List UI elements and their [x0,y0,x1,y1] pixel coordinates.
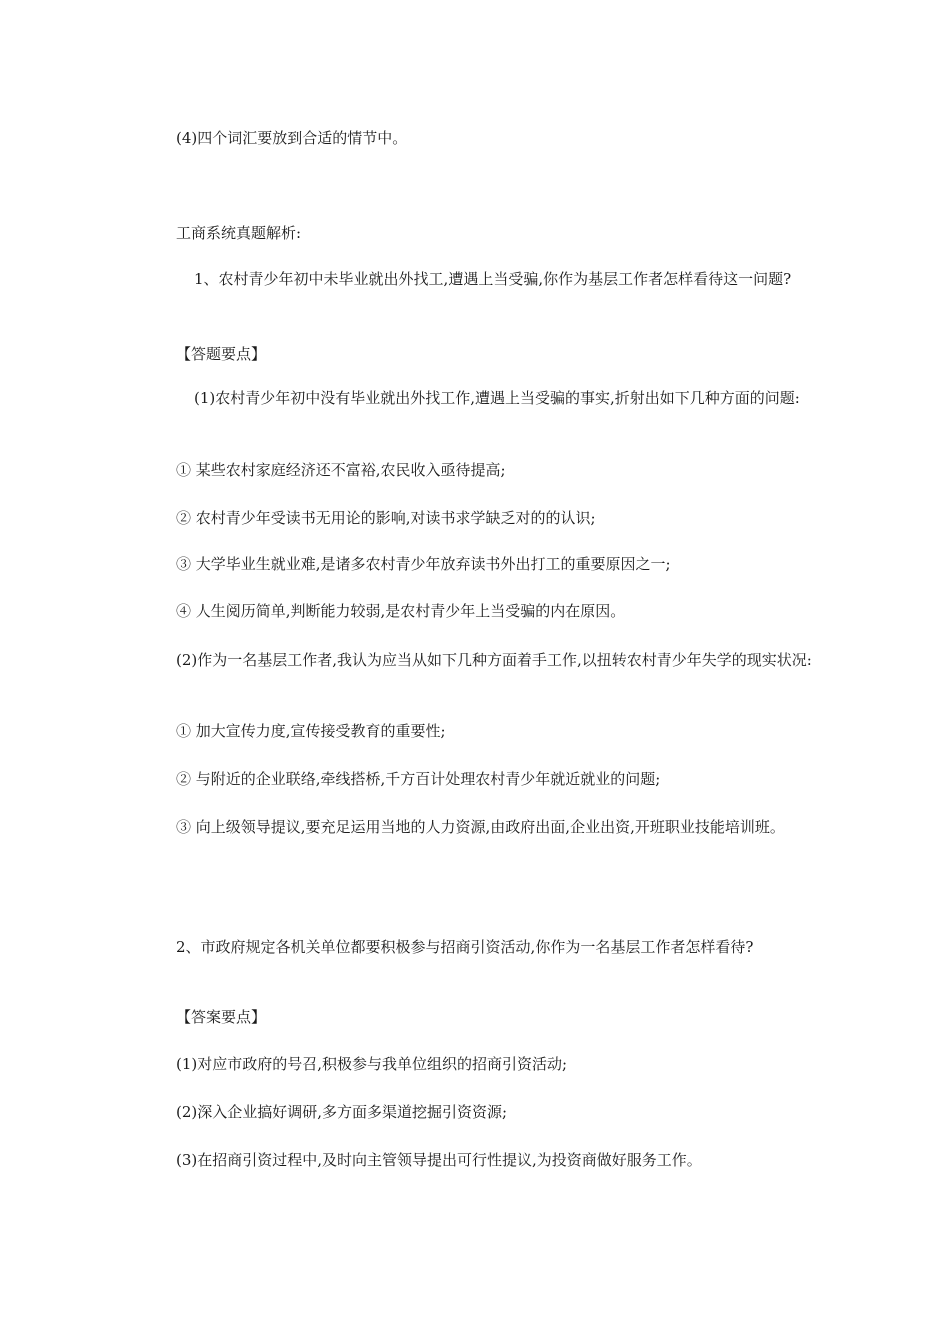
answer-heading-2: 【答案要点】 [176,1008,267,1026]
q1-part1-intro: (1)农村青少年初中没有毕业就出外找工作,遭遇上当受骗的事实,折射出如下几种方面的问题: [194,389,800,407]
q1-part2-intro: (2)作为一名基层工作者,我认为应当从如下几种方面着手工作,以扭转农村青少年失学的现实状况: [176,651,812,669]
q2-item: (2)深入企业搞好调研,多方面多渠道挖掘引资资源; [176,1103,508,1121]
q1-part2-item: ② 与附近的企业联络,牵线搭桥,千方百计处理农村青少年就近就业的问题; [176,770,661,788]
q1-part2-item: ③ 向上级领导提议,要充足运用当地的人力资源,由政府出面,企业出资,开班职业技能培训班。 [176,818,785,836]
q2-item: (1)对应市政府的号召,积极参与我单位组织的招商引资活动; [176,1055,568,1073]
q1-part1-item: ① 某些农村家庭经济还不富裕,农民收入亟待提高; [176,461,506,479]
answer-heading-1: 【答题要点】 [176,345,267,363]
section-title: 工商系统真题解析: [176,224,302,242]
question-2: 2、市政府规定各机关单位都要积极参与招商引资活动,你作为一名基层工作者怎样看待? [176,938,754,956]
q1-part1-item: ④ 人生阅历简单,判断能力较弱,是农村青少年上当受骗的内在原因。 [176,602,626,620]
q1-part2-item: ① 加大宣传力度,宣传接受教育的重要性; [176,722,446,740]
q2-item: (3)在招商引资过程中,及时向主管领导提出可行性提议,为投资商做好服务工作。 [176,1151,702,1169]
question-1: 1、农村青少年初中未毕业就出外找工,遭遇上当受骗,你作为基层工作者怎样看待这一问题? [194,270,792,288]
paragraph-item-4: (4)四个词汇要放到合适的情节中。 [176,129,408,147]
q1-part1-item: ③ 大学毕业生就业难,是诸多农村青少年放弃读书外出打工的重要原因之一; [176,555,671,573]
q1-part1-item: ② 农村青少年受读书无用论的影响,对读书求学缺乏对的的认识; [176,509,596,527]
